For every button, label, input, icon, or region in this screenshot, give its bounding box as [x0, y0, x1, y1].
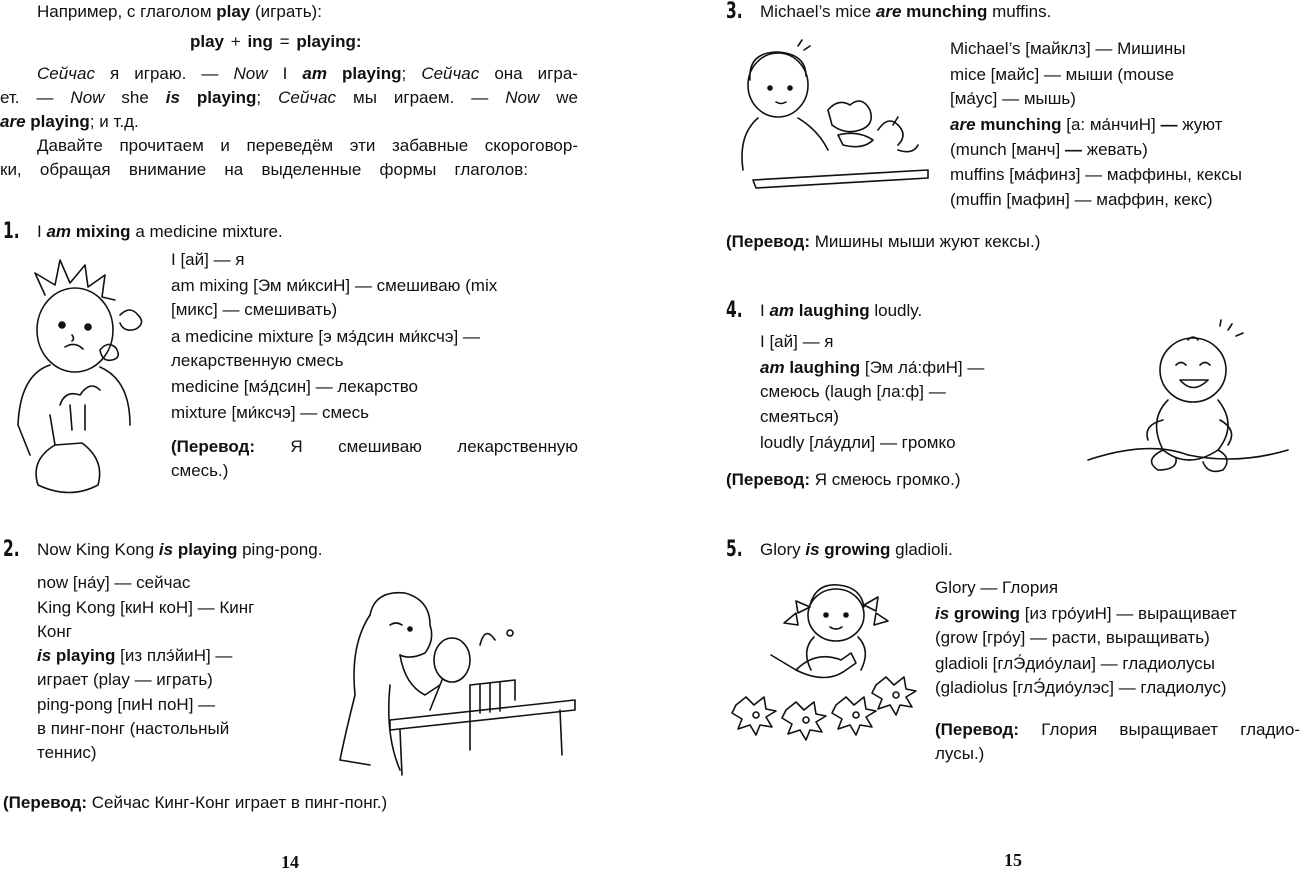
item3-sentence: Michael’s mice are munching muffins. — [760, 2, 1052, 21]
item2-translation: (Перевод: Сейчас Кинг-Конг играет в пинг-понг.) — [3, 793, 388, 812]
intro-paragraph1-line1: Сейчас я играю. — Now I am playing; Сейчас она игра- — [37, 64, 578, 83]
item1-gloss2: am mixing [Эм ми́ксиН] — смешиваю (mix — [171, 276, 498, 295]
item1-sentence: I am mixing a medicine mixture. — [37, 222, 283, 241]
item5-illustration — [726, 575, 926, 740]
item3-gloss6: muffins [ма́финз] — маффины, кексы — [950, 165, 1243, 184]
item1-gloss3: [микс] — смешивать) — [171, 300, 338, 319]
item5-gloss4: gladioli [глЭ́дио́улаи] — гладиолусы — [935, 654, 1216, 673]
item3-number: 3. — [726, 0, 743, 24]
item5-translation-line1: (Перевод: Глория выращивает гладио- — [935, 720, 1300, 739]
intro-paragraph1-line2: ет. — Now she is playing; Сейчас мы играем. — Now we — [0, 88, 578, 107]
item2-gloss3: Конг — [37, 622, 72, 641]
item3-illustration — [728, 40, 938, 190]
intro-paragraph1-line3: are playing; и т.д. — [0, 112, 139, 131]
intro-paragraph2-line2: ки, обращая внимание на выделенные формы глаголов: — [0, 160, 528, 179]
item2-gloss8: теннис) — [37, 743, 97, 762]
item4-gloss4: смеяться) — [760, 407, 839, 426]
item5-gloss3: (grow [гро́у] — расти, выращивать) — [935, 628, 1210, 647]
item2-gloss1: now [на́у] — сейчас — [37, 573, 191, 592]
item1-gloss1: I [ай] — я — [171, 250, 245, 269]
item5-gloss5: (gladiolus [глЭ́дио́улэс] — гладиолус) — [935, 678, 1227, 697]
item1-gloss4: a medicine mixture [э мэ́дсин ми́ксчэ] — — [171, 327, 480, 346]
item1-translation-line2: смесь.) — [171, 461, 229, 480]
item3-gloss7: (muffin [мафин] — маффин, кекс) — [950, 190, 1213, 209]
item5-sentence: Glory is growing gladioli. — [760, 540, 953, 559]
item1-number: 1. — [3, 219, 20, 244]
item3-gloss1: Michael’s [майклз] — Мишины — [950, 39, 1186, 58]
item2-gloss4: is playing [из плэ́йиН] — — [37, 646, 233, 665]
item5-translation-line2: лусы.) — [935, 744, 985, 763]
item4-sentence: I am laughing loudly. — [760, 301, 923, 320]
item3-gloss3: [ма́ус] — мышь) — [950, 89, 1076, 108]
item2-gloss7: в пинг-понг (настольный — [37, 719, 230, 738]
page-number-left: 14 — [281, 852, 299, 872]
item1-gloss6: medicine [мэ́дсин] — лекарство — [171, 377, 418, 396]
item4-gloss2: am laughing [Эм ла́:фиН] — — [760, 358, 985, 377]
item2-gloss6: ping-pong [пиН поН] — — [37, 695, 216, 714]
intro-example-line: Например, с глаголом play (играть): — [37, 2, 322, 21]
item2-number: 2. — [3, 537, 20, 562]
item4-illustration — [1088, 320, 1288, 475]
page-number-right: 15 — [1004, 850, 1022, 870]
item1-gloss5: лекарственную смесь — [171, 351, 344, 370]
item4-translation: (Перевод: Я смеюсь громко.) — [726, 470, 961, 489]
item3-gloss2: mice [майс] — мыши (mouse — [950, 65, 1175, 84]
item2-gloss5: играет (play — играть) — [37, 670, 213, 689]
item4-number: 4. — [726, 298, 743, 323]
item3-gloss4: are munching [а: ма́нчиН] — жуют — [950, 115, 1223, 134]
item5-gloss1: Glory — Глория — [935, 578, 1059, 597]
item5-number: 5. — [726, 537, 743, 562]
item3-gloss5: (munch [манч] — жевать) — [950, 140, 1148, 159]
item4-gloss1: I [ай] — я — [760, 332, 834, 351]
item2-illustration — [330, 585, 580, 780]
item1-gloss7: mixture [ми́ксчэ] — смесь — [171, 403, 369, 422]
item2-gloss2: King Kong [киН коН] — Кинг — [37, 598, 255, 617]
intro-paragraph2-line1: Давайте прочитаем и переведём эти забавные скороговор- — [37, 136, 578, 155]
item1-illustration — [10, 255, 145, 495]
item1-translation-line1: (Перевод: Я смешиваю лекарственную — [171, 437, 578, 456]
item3-translation: (Перевод: Мишины мыши жуют кексы.) — [726, 232, 1041, 251]
intro-formula: play + ing = playing: — [190, 32, 362, 51]
item2-sentence: Now King Kong is playing ping-pong. — [37, 540, 323, 559]
item5-gloss2: is growing [из гро́уиН] — выращивает — [935, 604, 1237, 623]
item4-gloss3: смеюсь (laugh [ла:ф] — — [760, 382, 946, 401]
item4-gloss5: loudly [ла́удли] — громко — [760, 433, 956, 452]
